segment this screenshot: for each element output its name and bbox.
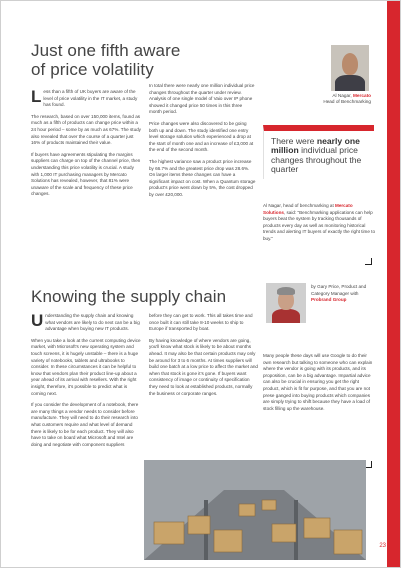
section1-heading [31,41,251,79]
caption-role: Head of Benchmarking [323,99,371,105]
section1-column-2 [149,83,256,204]
author-company: Probrand Group [311,297,347,302]
pull-quote-highlight: nearly one million [271,136,360,156]
paragraph: The research, based on over 150,000 items, found as much as a fifth of products can change price within a 24 hour period – some by as much as 67%. The study also revealed that over the course of a quarter just 16% of products maintained their value. [31,113,141,146]
section2-column-1 [31,313,141,453]
portrait-photo-al-nagar [331,45,369,91]
warehouse-image [144,460,366,560]
section1-heading-line1: Just one fifth aware [31,41,181,60]
paragraph: If you consider the development of a notebook, there are many things a vendor needs to consider before manufacture. They will need to do their research into what customers require and what level of demand there is likely to be for each product. They will also have to take on board what Microsoft and Intel are doing and negotiate with component suppliers [31,402,139,447]
paragraph: In total there were nearly one million individual price changes throughout the quarter under review. Analysis of one single model of Vaio over IP phone showed it changed price 50 times in this three month period. [149,83,255,115]
red-edge-bar [387,1,400,568]
author-caption [311,284,377,304]
paragraph: If buyers have agreements stipulating the margins suppliers can charge on top of the channel price, then understanding this price volatility is crucial. A study with 1,000 IT purchasing managers by Mercato Solutions has revealed, however, that 81% were unaware of the scale and frequency of these price changes. [31,151,141,197]
paragraph: Many people these days will use Google to do their own research but talking to someone who can explain where the vendor is going with its products, and its proposition, can be a big advantage. Impartial advice can also be crucial in ensuring you get the right product, which is fit for purpose, and that you are not prese ganged into buying products which companies are simply trying to shift because they have a load of stock filling up the warehouse. [263,353,373,411]
paragraph: ess than a fifth of UK buyers are aware of the level of price volatility in the IT market, a study has found. [43,89,138,108]
corner-bracket-icon [365,258,372,265]
paragraph: The highest variance saw a product price increase by 66.7% and the greatest price drop was 28.6%. On larger items these changes can have a significant impact on cost. When a Quantum storage product's price went down by 5%, the cost dropped by over £20,000. [149,158,256,197]
section2-column-3 [263,353,375,417]
paragraph: before they can get to work. This all takes time and once built it can still take 8-10 weeks to ship to Europe if transported by boat. [149,313,253,332]
section1-heading-line2: of price volatility [31,60,154,79]
caption-name: Al Nagar, [332,93,352,98]
paragraph: Price changes were also discovered to be going both up and down. The study identified one entry level storage solution which experienced a drop at the start of month one and an increase of £3,000 at the end of the second month. [149,120,254,153]
portrait-photo-gary-price [266,283,306,323]
corner-bracket-icon [365,461,372,468]
photo-caption [289,93,371,106]
drop-cap: U [31,311,44,330]
pull-quote: There were nearly one million individual price changes throughout the quarter [263,125,374,179]
drop-cap: L [31,87,42,106]
paragraph: nderstanding the supply chain and knowing what vendors are likely to do next can be a big advantage when buying new IT products. [45,313,140,332]
company-highlight: Mercato Solutions [263,203,353,215]
paragraph: When you take a look at the current computing device market, with Microsoft's new operating system and touch screens, it is hugely unstable – there is a huge variety of notebooks, tablets and ultrabooks to consider. In these circumstances it can be helpful to know that vendors plan their product line-up about a year ahead of its arrival with resellers. With the right insight, therefore, it's possible to predict what is coming next. [31,337,141,396]
author-line: by Gary Price, Product and Category Manager with [311,284,367,296]
page-number: 23 [379,543,386,549]
section1-column-3: Al Nagar, head of benchmarking at Mercato Solutions, said: "Benchmarking applications can help buyers beat the system by tracking thousands of products every day as well as monitoring historical trends and alerting IT buyers of exactly the right time to buy." [263,203,376,241]
section2-heading: Knowing the supply chain [31,287,227,306]
caption-company: Mercato [353,93,371,98]
paragraph: By having knowledge of where vendors are going, you'll know what stock is likely to be about months ahead. It may also be that certain products may only be around for 3 to 6 months. At times suppliers will build one batch at a low price to affect the market and when that stock is gone it's gone. If buyers want consistency of image or continuity of specification they need to look at established products, normally the business or corporate ranges. [149,337,258,396]
section1-column-1 [31,89,141,203]
section2-column-2 [149,313,259,402]
warehouse-conveyor-photo [144,460,366,560]
